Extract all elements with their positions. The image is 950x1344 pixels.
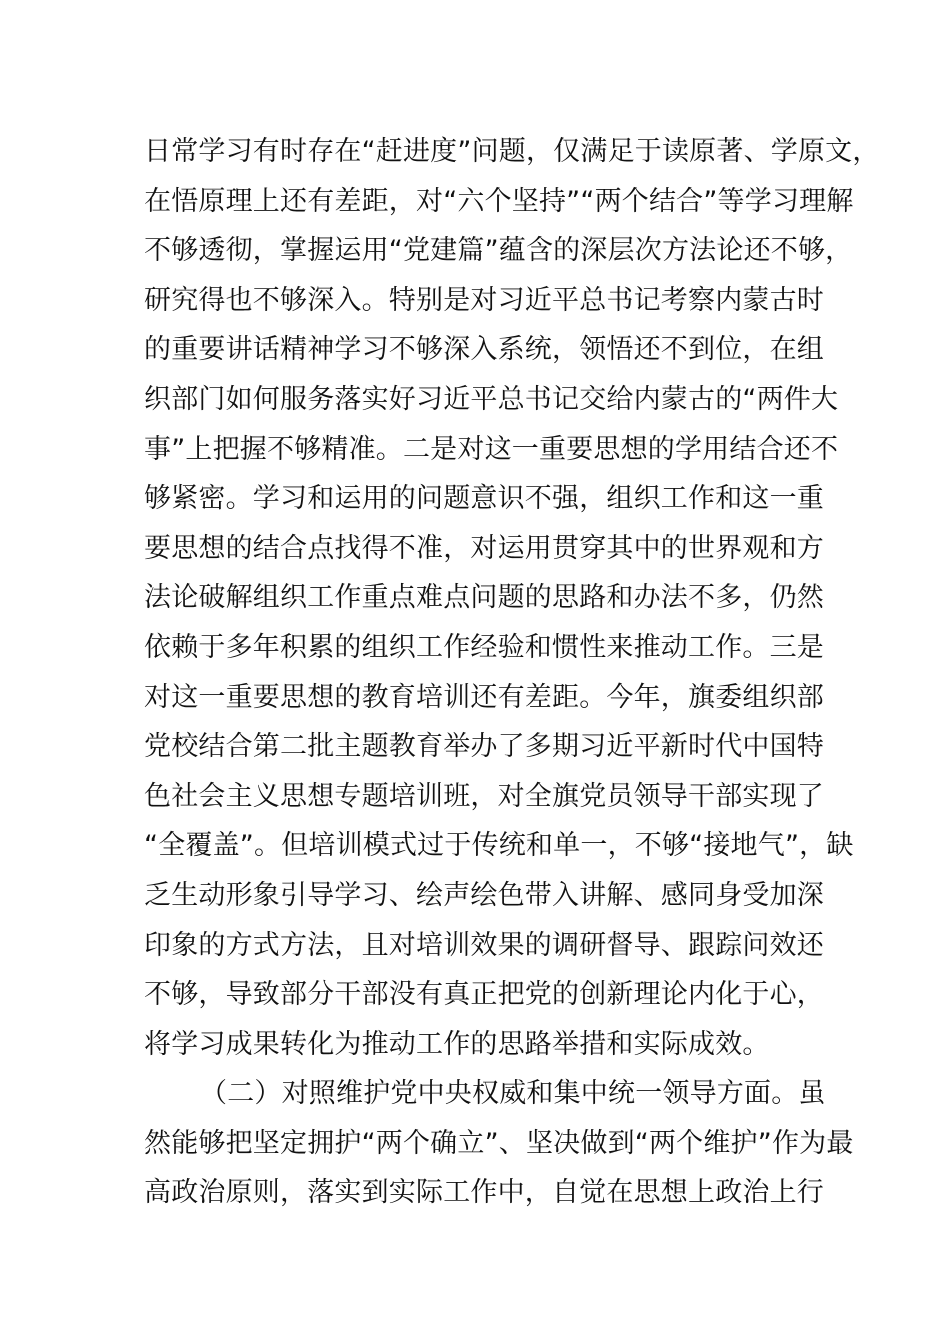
text-line: 法论破解组织工作重点难点问题的思路和办法不多，仍然 [144, 582, 824, 614]
text-line: 色社会主义思想专题培训班，对全旗党员领导干部实现了 [144, 780, 824, 812]
text-line: 日常学习有时存在“赶进度”问题，仅满足于读原著、学原文， [144, 136, 880, 167]
text-line: 党校结合第二批主题教育举办了多期习近平新时代中国特 [144, 731, 824, 763]
section-heading-line: （二）对照维护党中央权威和集中统一领导方面。虽 [200, 1078, 826, 1110]
text-line: 乏生动形象引导学习、绘声绘色带入讲解、感同身受加深 [144, 879, 824, 911]
text-line: 在悟原理上还有差距，对“六个坚持”“两个结合”等学习理解 [144, 185, 854, 217]
text-line: 研究得也不够深入。特别是对习近平总书记考察内蒙古时 [144, 284, 824, 316]
text-line: 不够，导致部分干部没有真正把党的创新理论内化于心， [144, 979, 824, 1011]
text-line: 织部门如何服务落实好习近平总书记交给内蒙古的“两件大 [144, 383, 839, 415]
text-line: 依赖于多年积累的组织工作经验和惯性来推动工作。三是 [144, 631, 824, 663]
text-line: 对这一重要思想的教育培训还有差距。今年，旗委组织部 [144, 681, 824, 713]
body-text [144, 127, 880, 1218]
text-line: 事”上把握不够精准。二是对这一重要思想的学用结合还不 [144, 433, 839, 465]
text-line: 不够透彻，掌握运用“党建篇”蕴含的深层次方法论还不够， [144, 235, 853, 267]
text-line: 然能够把坚定拥护“两个确立”、坚决做到“两个维护”作为最 [144, 1127, 854, 1159]
text-line: 够紧密。学习和运用的问题意识不强，组织工作和这一重 [144, 483, 824, 515]
text-line: 要思想的结合点找得不准，对运用贯穿其中的世界观和方 [144, 532, 824, 564]
text-line: “全覆盖”。但培训模式过于传统和单一，不够“接地气”，缺 [144, 830, 854, 862]
text-line: 将学习成果转化为推动工作的思路举措和实际成效。 [144, 1028, 770, 1060]
text-line: 高政治原则，落实到实际工作中，自觉在思想上政治上行 [144, 1177, 824, 1209]
text-line: 印象的方式方法，且对培训效果的调研督导、跟踪问效还 [144, 929, 824, 961]
text-line: 的重要讲话精神学习不够深入系统，领悟还不到位，在组 [144, 334, 824, 366]
